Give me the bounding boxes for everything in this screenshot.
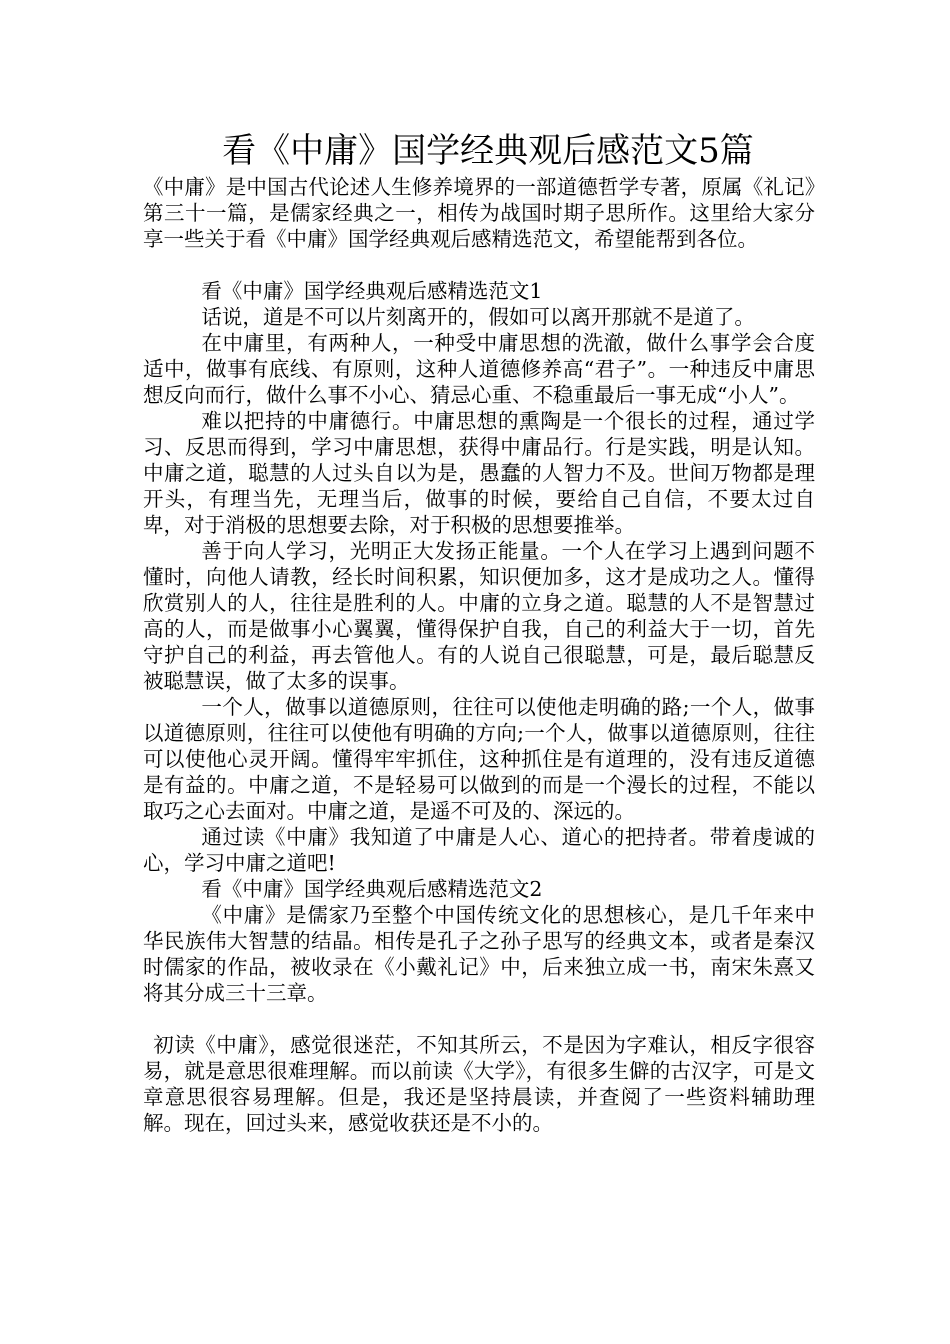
section-heading-1: 看《中庸》国学经典观后感精选范文1 xyxy=(201,279,543,303)
document-page xyxy=(143,128,815,1136)
section-heading-2: 看《中庸》国学经典观后感精选范文2 xyxy=(201,877,543,901)
body-paragraph: 一个人，做事以道德原则，往往可以使他走明确的路;一个人，做事以道德原则，往往可以使他有明确的方向;一个人，做事以道德原则，往往可以使他心灵开阔。懂得牢牢抓住，这种抓住是有道理的，没有违反道德是有益的。中庸之道，不是轻易可以做到的而是一个漫长的过程，不能以取巧之心去面对。中庸之道，是遥不可及的、深远的。 xyxy=(143,695,815,823)
body-paragraph: 善于向人学习，光明正大发扬正能量。一个人在学习上遇到问题不懂时，向他人请教，经长时间积累，知识便加多，这才是成功之人。懂得欣赏别人的人，往往是胜利的人。中庸的立身之道。聪慧的人不是智慧过高的人，而是做事小心翼翼，懂得保护自我，自己的利益大于一切，首先守护自己的利益，再去管他人。有的人说自己很聪慧，可是，最后聪慧反被聪慧误，做了太多的误事。 xyxy=(143,539,815,693)
body-paragraph: 话说，道是不可以片刻离开的，假如可以离开那就不是道了。 xyxy=(201,305,755,329)
body-paragraph: 《中庸》是儒家乃至整个中国传统文化的思想核心，是几千年来中华民族伟大智慧的结晶。相传是孔子之孙子思写的经典文本，或者是秦汉时儒家的作品，被收录在《小戴礼记》中，后来独立成一书，南宋朱熹又将其分成三十三章。 xyxy=(143,903,815,1005)
body-paragraph: 通过读《中庸》我知道了中庸是人心、道心的把持者。带着虔诚的心，学习中庸之道吧! xyxy=(143,825,815,875)
intro-paragraph: 《中庸》是中国古代论述人生修养境界的一部道德哲学专著，原属《礼记》第三十一篇，是儒家经典之一，相传为战国时期子思所作。这里给大家分享一些关于看《中庸》国学经典观后感精选范文，希望能帮到各位。 xyxy=(143,175,815,251)
body-paragraph: 难以把持的中庸德行。中庸思想的熏陶是一个很长的过程，通过学习、反思而得到，学习中庸思想，获得中庸品行。行是实践，明是认知。中庸之道，聪慧的人过头自以为是，愚蠢的人智力不及。世间万物都是理开头，有理当先，无理当后，做事的时候，要给自己自信，不要太过自卑，对于消极的思想要去除，对于积极的思想要推举。 xyxy=(143,409,815,537)
document-title: 看《中庸》国学经典观后感范文5篇 xyxy=(222,131,754,171)
body-paragraph: 初读《中庸》，感觉很迷茫，不知其所云，不是因为字难认，相反字很容易，就是意思很难理解。而以前读《大学》，有很多生僻的古汉字，可是文章意思很容易理解。但是，我还是坚持晨读，并查阅了一些资料辅助理解。现在，回过头来，感觉收获还是不小的。 xyxy=(143,1033,815,1135)
body-paragraph: 在中庸里，有两种人，一种受中庸思想的洗澈，做什么事学会合度适中，做事有底线、有原则，这种人道德修养高“君子”。一种违反中庸思想反向而行，做什么事不小心、猜忌心重、不稳重最后一事无成“小人”。 xyxy=(143,331,815,407)
